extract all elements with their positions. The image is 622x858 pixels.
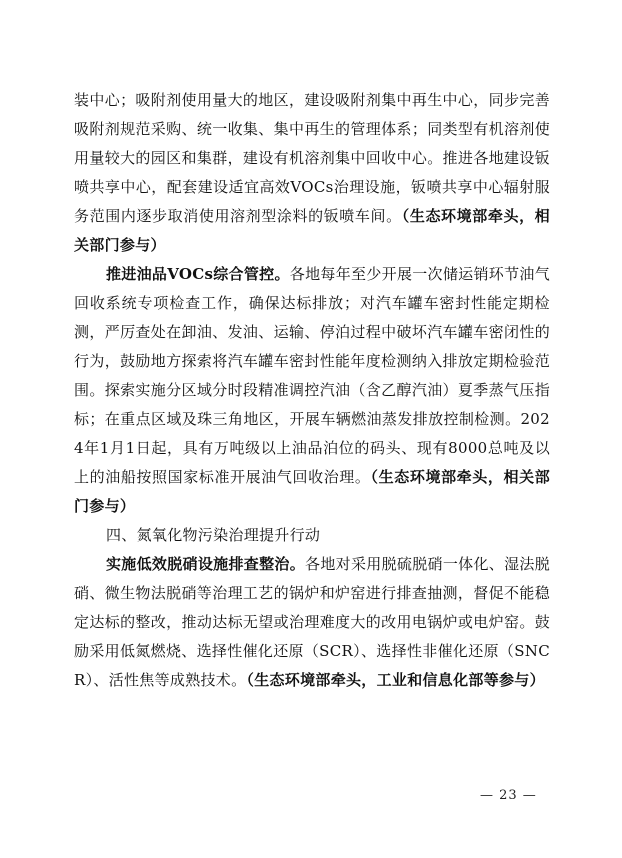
paragraph-oil-vocs-control	[74, 260, 550, 521]
paragraph-text: 各地对采用脱硫脱硝一体化、湿法脱硝、微生物法脱硝等治理工艺的锅炉和炉窑进行排查抽测，督促不能稳定达标的整改，推动达标无望或治理难度大的改用电锅炉或电炉窑。鼓励采用低氮燃烧、选择性催化还原（SCR）、选择性非催化还原（SNCR）、活性焦等成熟技术。	[74, 555, 550, 689]
paragraph-denitration-rectification	[74, 550, 550, 695]
paragraph-lead-heading: 推进油品VOCs综合管控。	[106, 265, 290, 283]
document-body	[74, 86, 550, 695]
section-heading: 四、氮氧化物污染治理提升行动	[106, 526, 321, 544]
paragraph-text: 各地每年至少开展一次储运销环节油气回收系统专项检查工作，确保达标排放；对汽车罐车密封性能定期检测，严厉查处在卸油、发油、运输、停泊过程中破坏汽车罐车密闭性的行为，鼓励地方探索将汽车罐车密封性能年度检测纳入排放定期检验范围。探索实施分区域分时段精准调控汽油（含乙醇汽油）夏季蒸气压指标；在重点区域及珠三角地区，开展车辆燃油蒸发排放控制检测。2024年1月1日起，具有万吨级以上油品泊位的码头、现有8000总吨及以上的油船按照国家标准开展油气回收治理。	[74, 265, 550, 486]
paragraph-solvent-recycling	[74, 86, 550, 260]
responsibility-note: （生态环境部牵头，相关部门参与）	[74, 207, 550, 254]
paragraph-lead-heading: 实施低效脱硝设施排查整治。	[106, 555, 306, 573]
paragraph-text: 装中心；吸附剂使用量大的地区，建设吸附剂集中再生中心，同步完善吸附剂规范采购、统一收集、集中再生的管理体系；同类型有机溶剂使用量较大的园区和集群，建设有机溶剂集中回收中心。推进各地建设钣喷共享中心，配套建设适宜高效VOCs治理设施，钣喷共享中心辐射服务范围内逐步取消使用溶剂型涂料的钣喷车间。	[74, 91, 550, 225]
responsibility-note: （生态环境部牵头，相关部门参与）	[74, 468, 551, 515]
responsibility-note: （生态环境部牵头，工业和信息化部等参与）	[246, 671, 545, 689]
page-number: — 23 —	[480, 788, 537, 803]
